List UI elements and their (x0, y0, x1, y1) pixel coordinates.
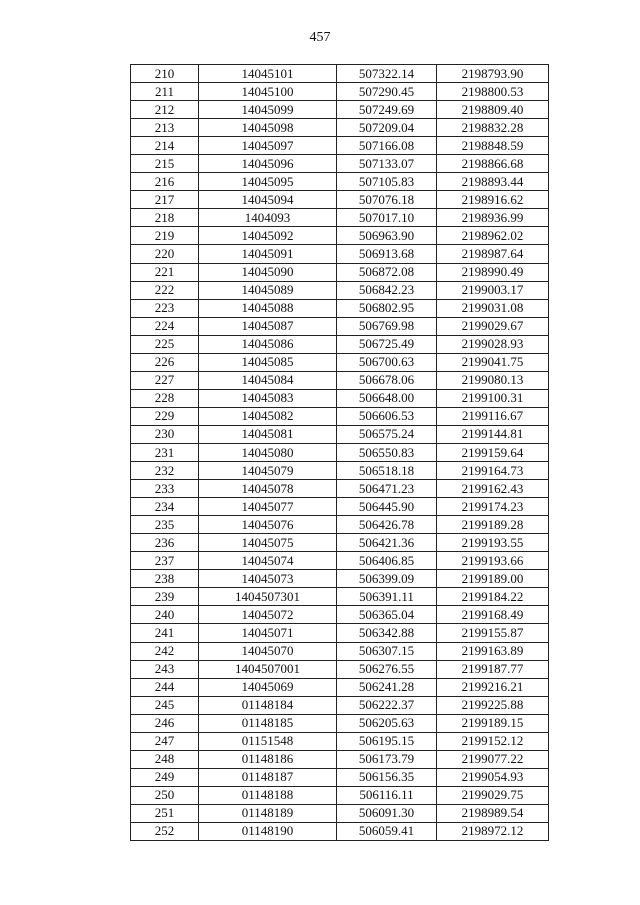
point-id-cell: 01151548 (199, 732, 337, 750)
page-number: 457 (309, 30, 331, 45)
table-row (131, 353, 549, 371)
point-id-cell: 14045098 (199, 119, 337, 137)
table-row (131, 678, 549, 696)
point-id-cell: 01148185 (199, 714, 337, 732)
y-coordinate-cell: 2199187.77 (437, 660, 549, 678)
y-coordinate-cell: 2198866.68 (437, 155, 549, 173)
row-number-cell: 219 (131, 227, 199, 245)
table-row (131, 498, 549, 516)
x-coordinate-cell: 506116.11 (337, 786, 437, 804)
table-row (131, 552, 549, 570)
point-id-cell: 14045092 (199, 227, 337, 245)
x-coordinate-cell: 506963.90 (337, 227, 437, 245)
y-coordinate-cell: 2199189.28 (437, 516, 549, 534)
row-number-cell: 218 (131, 209, 199, 227)
table-row (131, 407, 549, 425)
x-coordinate-cell: 506678.06 (337, 371, 437, 389)
x-coordinate-cell: 506550.83 (337, 443, 437, 461)
point-id-cell: 14045070 (199, 642, 337, 660)
x-coordinate-cell: 506606.53 (337, 407, 437, 425)
row-number-cell: 228 (131, 389, 199, 407)
y-coordinate-cell: 2199216.21 (437, 678, 549, 696)
row-number-cell: 245 (131, 696, 199, 714)
x-coordinate-cell: 506156.35 (337, 768, 437, 786)
table-row (131, 768, 549, 786)
table-row (131, 191, 549, 209)
x-coordinate-cell: 506842.23 (337, 281, 437, 299)
row-number-cell: 234 (131, 498, 199, 516)
y-coordinate-cell: 2199155.87 (437, 624, 549, 642)
point-id-cell: 14045088 (199, 299, 337, 317)
x-coordinate-cell: 506222.37 (337, 696, 437, 714)
x-coordinate-cell: 506195.15 (337, 732, 437, 750)
table-row (131, 245, 549, 263)
row-number-cell: 220 (131, 245, 199, 263)
x-coordinate-cell: 506872.08 (337, 263, 437, 281)
x-coordinate-cell: 506307.15 (337, 642, 437, 660)
y-coordinate-cell: 2199003.17 (437, 281, 549, 299)
x-coordinate-cell: 506575.24 (337, 425, 437, 443)
y-coordinate-cell: 2199080.13 (437, 371, 549, 389)
y-coordinate-cell: 2199225.88 (437, 696, 549, 714)
point-id-cell: 14045082 (199, 407, 337, 425)
y-coordinate-cell: 2198987.64 (437, 245, 549, 263)
y-coordinate-cell: 2198972.12 (437, 822, 549, 840)
table-row (131, 443, 549, 461)
point-id-cell: 14045086 (199, 335, 337, 353)
y-coordinate-cell: 2199159.64 (437, 443, 549, 461)
table-row (131, 534, 549, 552)
row-number-cell: 238 (131, 570, 199, 588)
row-number-cell: 247 (131, 732, 199, 750)
table-row (131, 624, 549, 642)
row-number-cell: 242 (131, 642, 199, 660)
table-row (131, 101, 549, 119)
table-row (131, 209, 549, 227)
point-id-cell: 14045075 (199, 534, 337, 552)
table-row (131, 371, 549, 389)
point-id-cell: 14045096 (199, 155, 337, 173)
y-coordinate-cell: 2199152.12 (437, 732, 549, 750)
x-coordinate-cell: 507017.10 (337, 209, 437, 227)
x-coordinate-cell: 506365.04 (337, 606, 437, 624)
x-coordinate-cell: 506648.00 (337, 389, 437, 407)
y-coordinate-cell: 2198800.53 (437, 83, 549, 101)
y-coordinate-cell: 2198962.02 (437, 227, 549, 245)
table-row (131, 263, 549, 281)
row-number-cell: 223 (131, 299, 199, 317)
x-coordinate-cell: 507322.14 (337, 65, 437, 83)
point-id-cell: 14045084 (199, 371, 337, 389)
x-coordinate-cell: 506342.88 (337, 624, 437, 642)
table-row (131, 750, 549, 768)
row-number-cell: 231 (131, 443, 199, 461)
table-row (131, 227, 549, 245)
x-coordinate-cell: 507166.08 (337, 137, 437, 155)
point-id-cell: 14045090 (199, 263, 337, 281)
point-id-cell: 14045094 (199, 191, 337, 209)
table-row (131, 516, 549, 534)
point-id-cell: 14045069 (199, 678, 337, 696)
y-coordinate-cell: 2199029.67 (437, 317, 549, 335)
table-row (131, 804, 549, 822)
x-coordinate-cell: 507133.07 (337, 155, 437, 173)
x-coordinate-cell: 506518.18 (337, 462, 437, 480)
y-coordinate-cell: 2199100.31 (437, 389, 549, 407)
row-number-cell: 213 (131, 119, 199, 137)
coordinates-table (130, 64, 549, 841)
row-number-cell: 225 (131, 335, 199, 353)
table-row (131, 281, 549, 299)
x-coordinate-cell: 506445.90 (337, 498, 437, 516)
x-coordinate-cell: 506725.49 (337, 335, 437, 353)
x-coordinate-cell: 506399.09 (337, 570, 437, 588)
point-id-cell: 01148186 (199, 750, 337, 768)
table-row (131, 606, 549, 624)
table-row (131, 786, 549, 804)
row-number-cell: 250 (131, 786, 199, 804)
row-number-cell: 212 (131, 101, 199, 119)
point-id-cell: 14045074 (199, 552, 337, 570)
row-number-cell: 224 (131, 317, 199, 335)
point-id-cell: 14045083 (199, 389, 337, 407)
y-coordinate-cell: 2199193.66 (437, 552, 549, 570)
point-id-cell: 14045080 (199, 443, 337, 461)
x-coordinate-cell: 506471.23 (337, 480, 437, 498)
point-id-cell: 1404507301 (199, 588, 337, 606)
row-number-cell: 216 (131, 173, 199, 191)
x-coordinate-cell: 506173.79 (337, 750, 437, 768)
y-coordinate-cell: 2199054.93 (437, 768, 549, 786)
y-coordinate-cell: 2198893.44 (437, 173, 549, 191)
row-number-cell: 221 (131, 263, 199, 281)
y-coordinate-cell: 2199189.00 (437, 570, 549, 588)
x-coordinate-cell: 506913.68 (337, 245, 437, 263)
point-id-cell: 14045087 (199, 317, 337, 335)
row-number-cell: 215 (131, 155, 199, 173)
point-id-cell: 14045085 (199, 353, 337, 371)
point-id-cell: 14045072 (199, 606, 337, 624)
table-row (131, 480, 549, 498)
y-coordinate-cell: 2199162.43 (437, 480, 549, 498)
row-number-cell: 244 (131, 678, 199, 696)
y-coordinate-cell: 2199193.55 (437, 534, 549, 552)
point-id-cell: 01148189 (199, 804, 337, 822)
point-id-cell: 14045097 (199, 137, 337, 155)
x-coordinate-cell: 506059.41 (337, 822, 437, 840)
row-number-cell: 240 (131, 606, 199, 624)
x-coordinate-cell: 506700.63 (337, 353, 437, 371)
x-coordinate-cell: 507105.83 (337, 173, 437, 191)
point-id-cell: 14045101 (199, 65, 337, 83)
row-number-cell: 214 (131, 137, 199, 155)
x-coordinate-cell: 506205.63 (337, 714, 437, 732)
point-id-cell: 01148184 (199, 696, 337, 714)
y-coordinate-cell: 2198848.59 (437, 137, 549, 155)
y-coordinate-cell: 2199168.49 (437, 606, 549, 624)
x-coordinate-cell: 506276.55 (337, 660, 437, 678)
point-id-cell: 14045073 (199, 570, 337, 588)
y-coordinate-cell: 2198809.40 (437, 101, 549, 119)
row-number-cell: 227 (131, 371, 199, 389)
table-row (131, 83, 549, 101)
point-id-cell: 1404507001 (199, 660, 337, 678)
y-coordinate-cell: 2198916.62 (437, 191, 549, 209)
point-id-cell: 01148188 (199, 786, 337, 804)
table-row (131, 660, 549, 678)
row-number-cell: 249 (131, 768, 199, 786)
point-id-cell: 1404093 (199, 209, 337, 227)
y-coordinate-cell: 2199189.15 (437, 714, 549, 732)
row-number-cell: 222 (131, 281, 199, 299)
x-coordinate-cell: 506769.98 (337, 317, 437, 335)
point-id-cell: 14045099 (199, 101, 337, 119)
row-number-cell: 243 (131, 660, 199, 678)
row-number-cell: 210 (131, 65, 199, 83)
x-coordinate-cell: 507076.18 (337, 191, 437, 209)
x-coordinate-cell: 507290.45 (337, 83, 437, 101)
row-number-cell: 251 (131, 804, 199, 822)
point-id-cell: 14045081 (199, 425, 337, 443)
point-id-cell: 14045076 (199, 516, 337, 534)
table-row (131, 299, 549, 317)
table-row (131, 570, 549, 588)
y-coordinate-cell: 2198989.54 (437, 804, 549, 822)
y-coordinate-cell: 2199077.22 (437, 750, 549, 768)
row-number-cell: 237 (131, 552, 199, 570)
point-id-cell: 14045077 (199, 498, 337, 516)
point-id-cell: 14045100 (199, 83, 337, 101)
y-coordinate-cell: 2198990.49 (437, 263, 549, 281)
table-row (131, 425, 549, 443)
row-number-cell: 217 (131, 191, 199, 209)
point-id-cell: 14045079 (199, 462, 337, 480)
y-coordinate-cell: 2199031.08 (437, 299, 549, 317)
row-number-cell: 230 (131, 425, 199, 443)
y-coordinate-cell: 2198936.99 (437, 209, 549, 227)
x-coordinate-cell: 506241.28 (337, 678, 437, 696)
table-row (131, 822, 549, 840)
table-row (131, 65, 549, 83)
y-coordinate-cell: 2199174.23 (437, 498, 549, 516)
y-coordinate-cell: 2199116.67 (437, 407, 549, 425)
row-number-cell: 246 (131, 714, 199, 732)
y-coordinate-cell: 2198832.28 (437, 119, 549, 137)
row-number-cell: 252 (131, 822, 199, 840)
y-coordinate-cell: 2199144.81 (437, 425, 549, 443)
row-number-cell: 239 (131, 588, 199, 606)
x-coordinate-cell: 507209.04 (337, 119, 437, 137)
row-number-cell: 236 (131, 534, 199, 552)
row-number-cell: 232 (131, 462, 199, 480)
y-coordinate-cell: 2199028.93 (437, 335, 549, 353)
table-row (131, 389, 549, 407)
y-coordinate-cell: 2199163.89 (437, 642, 549, 660)
row-number-cell: 211 (131, 83, 199, 101)
row-number-cell: 229 (131, 407, 199, 425)
y-coordinate-cell: 2199029.75 (437, 786, 549, 804)
point-id-cell: 01148187 (199, 768, 337, 786)
row-number-cell: 226 (131, 353, 199, 371)
row-number-cell: 248 (131, 750, 199, 768)
y-coordinate-cell: 2199184.22 (437, 588, 549, 606)
table-body (131, 65, 549, 841)
table-row (131, 137, 549, 155)
table-row (131, 155, 549, 173)
x-coordinate-cell: 506391.11 (337, 588, 437, 606)
point-id-cell: 14045095 (199, 173, 337, 191)
x-coordinate-cell: 506406.85 (337, 552, 437, 570)
table-row (131, 335, 549, 353)
point-id-cell: 14045071 (199, 624, 337, 642)
row-number-cell: 233 (131, 480, 199, 498)
y-coordinate-cell: 2199164.73 (437, 462, 549, 480)
table-row (131, 317, 549, 335)
point-id-cell: 14045089 (199, 281, 337, 299)
x-coordinate-cell: 506802.95 (337, 299, 437, 317)
table-row (131, 588, 549, 606)
point-id-cell: 14045078 (199, 480, 337, 498)
point-id-cell: 14045091 (199, 245, 337, 263)
point-id-cell: 01148190 (199, 822, 337, 840)
table-row (131, 732, 549, 750)
x-coordinate-cell: 506426.78 (337, 516, 437, 534)
table-row (131, 642, 549, 660)
x-coordinate-cell: 507249.69 (337, 101, 437, 119)
table-row (131, 714, 549, 732)
y-coordinate-cell: 2199041.75 (437, 353, 549, 371)
y-coordinate-cell: 2198793.90 (437, 65, 549, 83)
table-row (131, 173, 549, 191)
x-coordinate-cell: 506091.30 (337, 804, 437, 822)
row-number-cell: 241 (131, 624, 199, 642)
table-row (131, 462, 549, 480)
row-number-cell: 235 (131, 516, 199, 534)
x-coordinate-cell: 506421.36 (337, 534, 437, 552)
table-row (131, 119, 549, 137)
table-row (131, 696, 549, 714)
